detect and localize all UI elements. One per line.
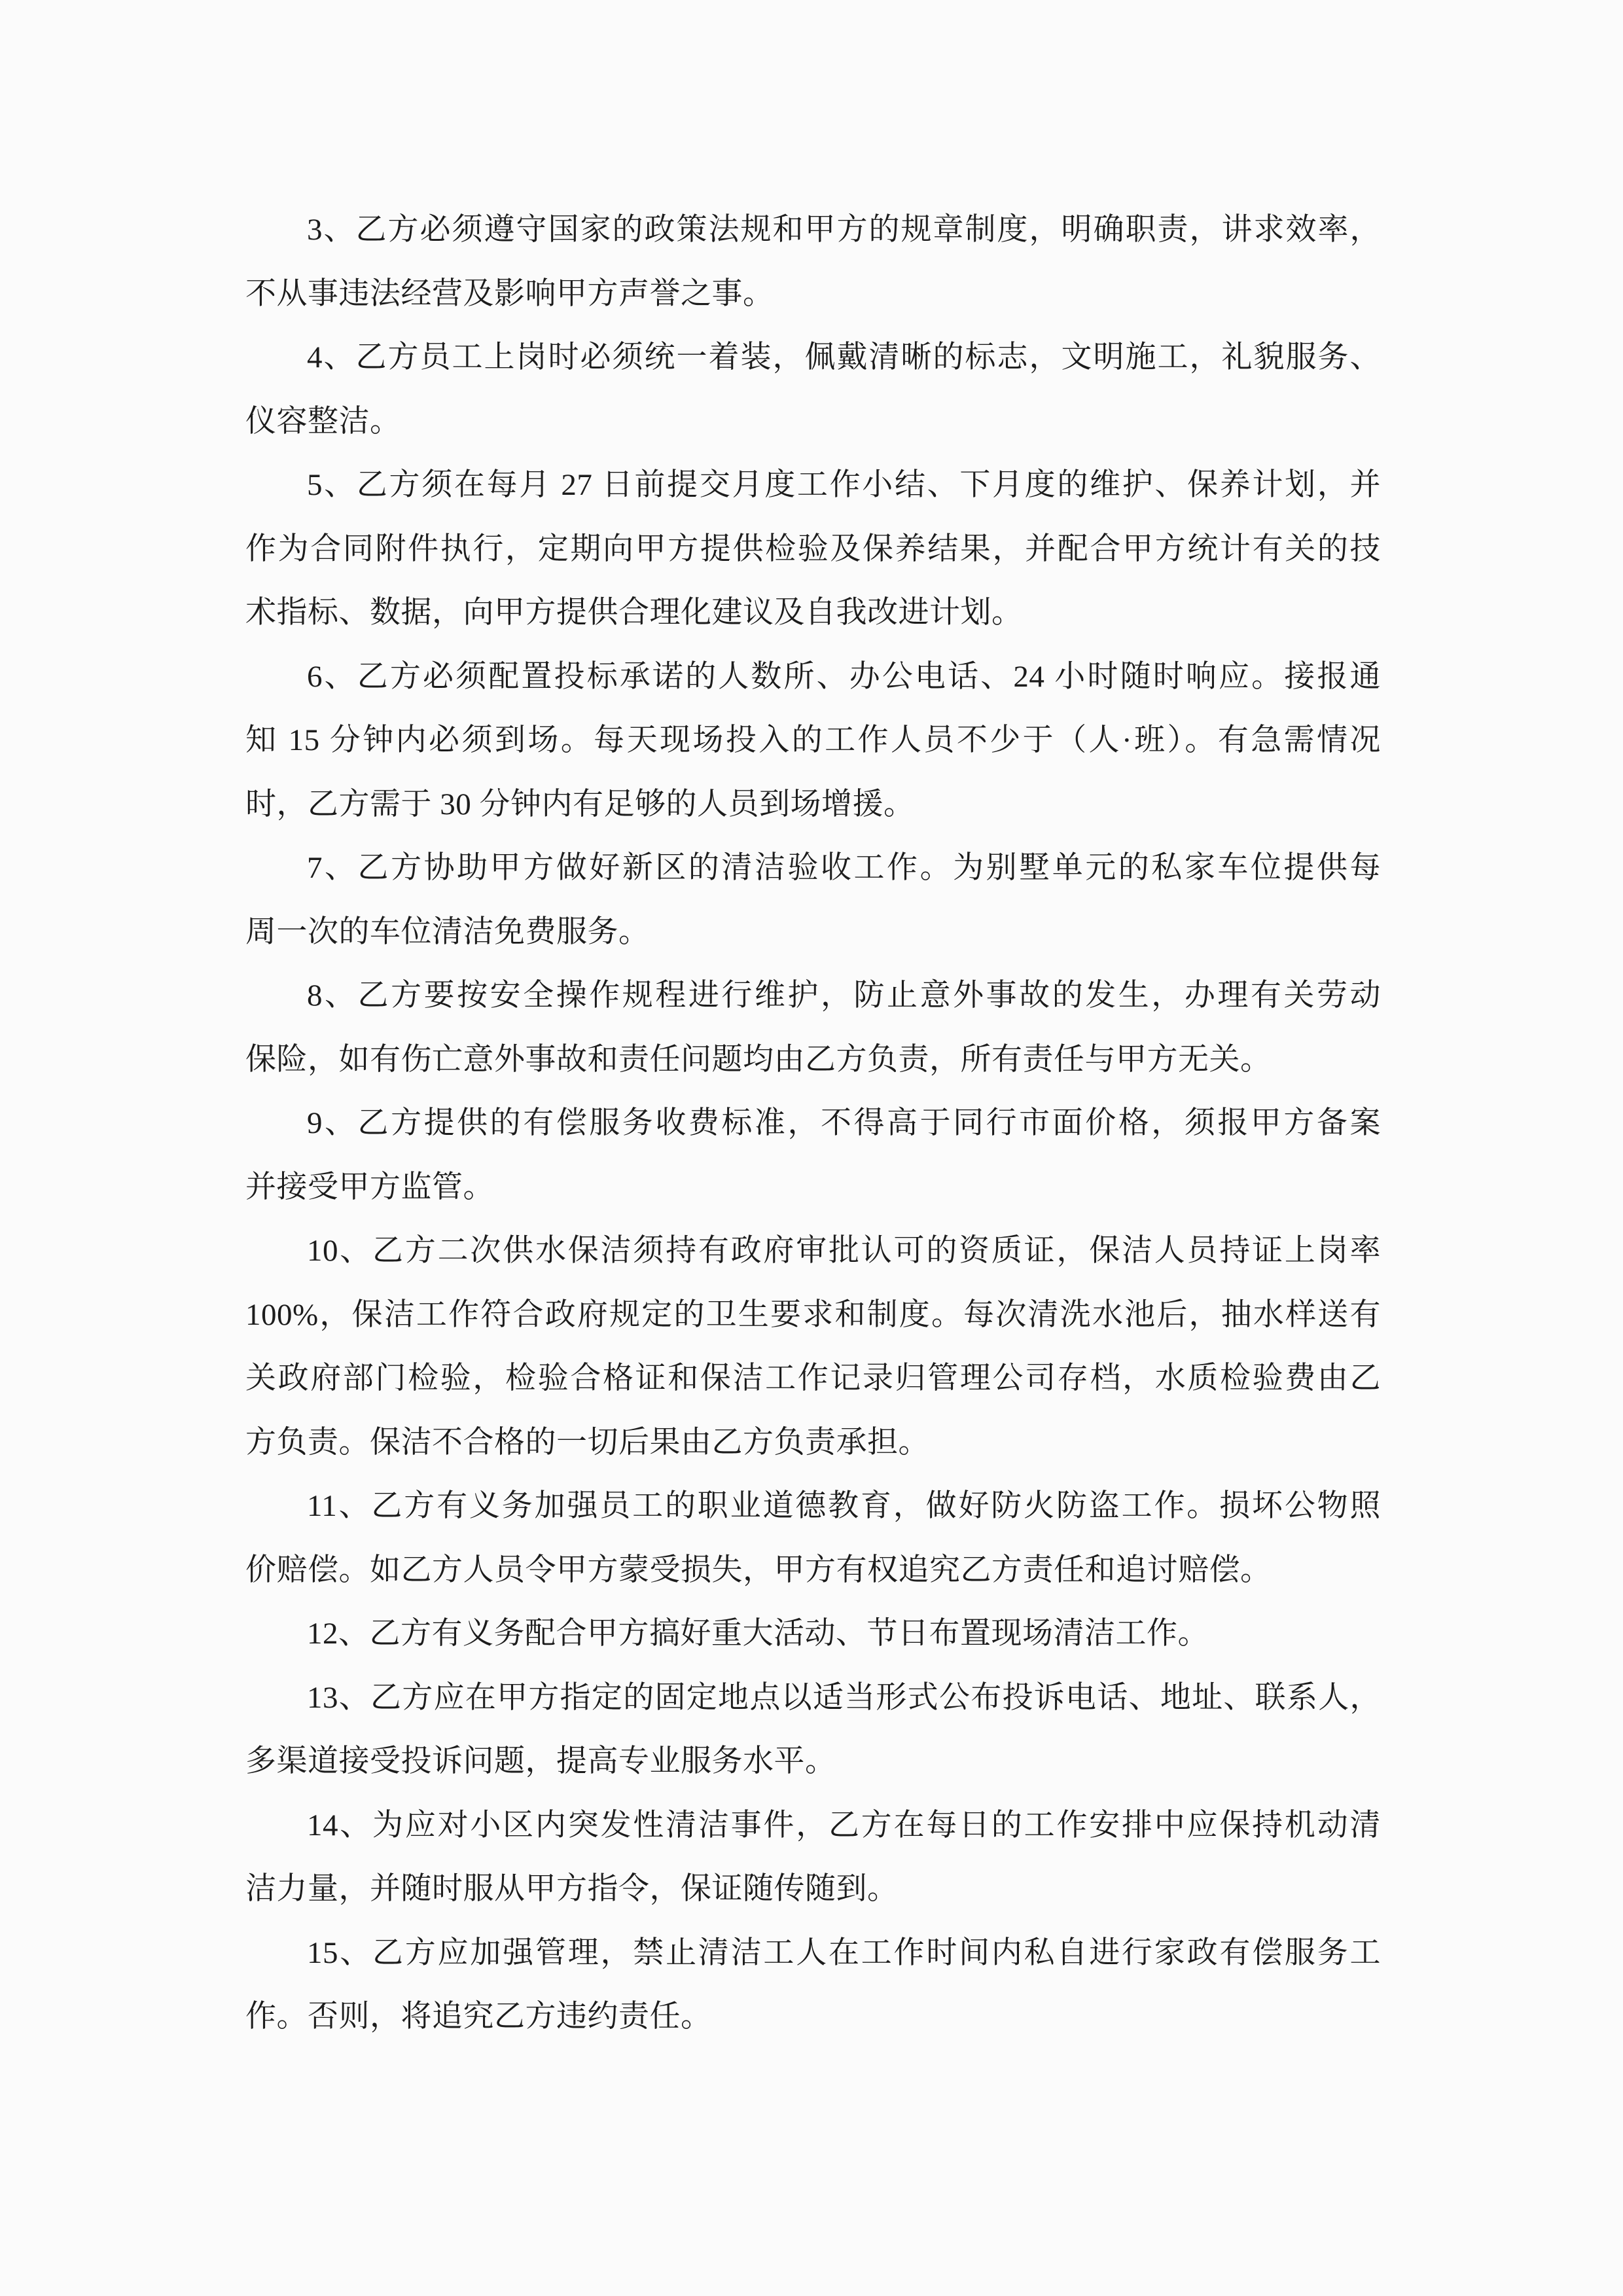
clause-15-line-1: 15、乙方应加强管理，禁止清洁工人在工作时间内私自进行家政有偿服务工 bbox=[307, 1935, 1381, 1970]
clause-8-line-2: 保险，如有伤亡意外事故和责任问题均由乙方负责，所有责任与甲方无关。 bbox=[245, 1042, 1272, 1077]
clause-14-line-1: 14、为应对小区内突发性清洁事件，乙方在每日的工作安排中应保持机动清 bbox=[307, 1808, 1381, 1842]
clause-9-line-2: 并接受甲方监管。 bbox=[245, 1170, 494, 1204]
clause-list bbox=[245, 198, 1381, 2049]
clause-5-line-2: 作为合同附件执行，定期向甲方提供检验及保养结果，并配合甲方统计有关的技 bbox=[245, 531, 1381, 566]
clause-6-line-1: 6、乙方必须配置投标承诺的人数所、办公电话、24 小时随时响应。接报通 bbox=[307, 659, 1381, 694]
clause-11-line-1: 11、乙方有义务加强员工的职业道德教育，做好防火防盗工作。损坏公物照 bbox=[307, 1489, 1381, 1523]
clause-3-line-1: 3、乙方必须遵守国家的政策法规和甲方的规章制度，明确职责，讲求效率， bbox=[307, 213, 1381, 247]
clause-7-line-1: 7、乙方协助甲方做好新区的清洁验收工作。为别墅单元的私家车位提供每 bbox=[307, 851, 1381, 885]
clause-4-line-2: 仪容整洁。 bbox=[245, 404, 401, 439]
clause-9-line-1: 9、乙方提供的有偿服务收费标准，不得高于同行市面价格，须报甲方备案 bbox=[307, 1106, 1381, 1140]
clause-6-line-3: 时，乙方需于 30 分钟内有足够的人员到场增援。 bbox=[245, 787, 915, 821]
clause-7-line-2: 周一次的车位清洁免费服务。 bbox=[245, 914, 650, 949]
clause-10-line-2: 100%，保洁工作符合政府规定的卫生要求和制度。每次清洗水池后，抽水样送有 bbox=[245, 1297, 1381, 1332]
clause-10-line-4: 方负责。保洁不合格的一切后果由乙方负责承担。 bbox=[245, 1425, 929, 1460]
clause-11-line-2: 价赔偿。如乙方人员令甲方蒙受损失，甲方有权追究乙方责任和追讨赔偿。 bbox=[245, 1552, 1272, 1587]
clause-5-line-1: 5、乙方须在每月 27 日前提交月度工作小结、下月度的维护、保养计划，并 bbox=[307, 468, 1381, 502]
clause-3-line-2: 不从事违法经营及影响甲方声誉之事。 bbox=[245, 276, 774, 311]
clause-6-line-2: 知 15 分钟内必须到场。每天现场投入的工作人员不少于（人·班）。有急需情况 bbox=[245, 723, 1381, 757]
clause-10-line-1: 10、乙方二次供水保洁须持有政府审批认可的资质证，保洁人员持证上岗率 bbox=[307, 1234, 1381, 1268]
clause-13-line-2: 多渠道接受投诉问题，提高专业服务水平。 bbox=[245, 1744, 836, 1778]
clause-12-line-1: 12、乙方有义务配合甲方搞好重大活动、节日布置现场清洁工作。 bbox=[307, 1617, 1209, 1651]
clause-5-line-3: 术指标、数据，向甲方提供合理化建议及自我改进计划。 bbox=[245, 596, 1023, 630]
clause-14-line-2: 洁力量，并随时服从甲方指令，保证随传随到。 bbox=[245, 1872, 899, 1906]
clause-15-line-2: 作。否则，将追究乙方违约责任。 bbox=[245, 2000, 712, 2034]
clause-8-line-1: 8、乙方要按安全操作规程进行维护，防止意外事故的发生，办理有关劳动 bbox=[307, 978, 1381, 1013]
clause-10-line-3: 关政府部门检验，检验合格证和保洁工作记录归管理公司存档，水质检验费由乙 bbox=[245, 1361, 1381, 1395]
clause-4-line-1: 4、乙方员工上岗时必须统一着装，佩戴清晰的标志，文明施工，礼貌服务、 bbox=[307, 340, 1381, 374]
clause-13-line-1: 13、乙方应在甲方指定的固定地点以适当形式公布投诉电话、地址、联系人， bbox=[307, 1680, 1381, 1715]
